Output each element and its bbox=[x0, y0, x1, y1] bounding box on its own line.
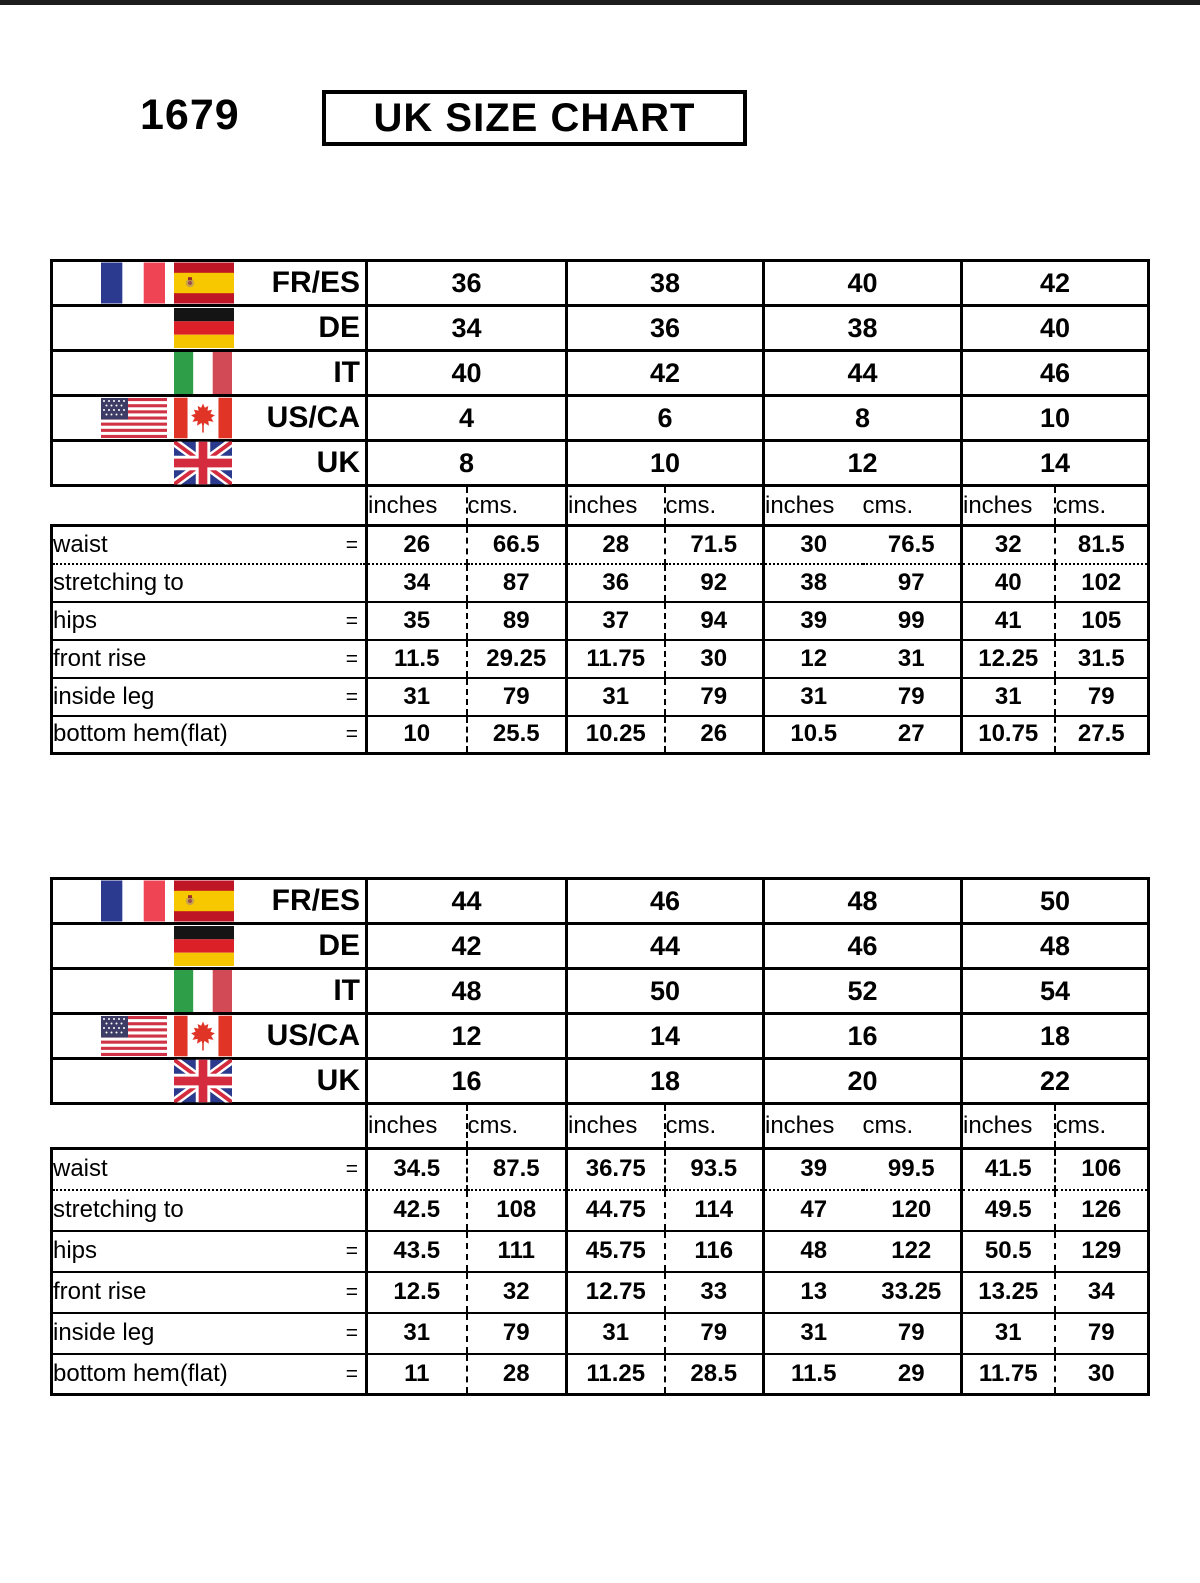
measurement-label-cell bbox=[52, 640, 367, 678]
uk-flag-icon bbox=[174, 442, 232, 485]
value-cms-cell: 33.25 bbox=[863, 1272, 962, 1313]
value-cms-cell: 32 bbox=[467, 1272, 567, 1313]
units-inches-cell: inches bbox=[567, 486, 665, 526]
value-cms-cell: 111 bbox=[467, 1231, 567, 1272]
region-code-label: IT bbox=[333, 974, 360, 1007]
region-code-label: UK bbox=[316, 446, 360, 479]
size-value-cell: 16 bbox=[367, 1059, 567, 1104]
value-inches-cell: 47 bbox=[764, 1190, 863, 1231]
size-header-row bbox=[52, 396, 1149, 441]
measurement-label: stretching to bbox=[53, 568, 184, 596]
measurement-label: bottom hem(flat) bbox=[53, 720, 228, 748]
value-cms-cell: 79 bbox=[467, 678, 567, 716]
size-value-cell: 12 bbox=[367, 1014, 567, 1059]
size-chart-table-large-sizes bbox=[50, 877, 1150, 1396]
region-code-label: IT bbox=[333, 356, 360, 389]
units-inches-cell: inches bbox=[962, 486, 1055, 526]
units-cms-cell: cms. bbox=[665, 486, 764, 526]
country-label-cell bbox=[52, 306, 367, 351]
size-value-cell: 14 bbox=[567, 1014, 764, 1059]
value-inches-cell: 40 bbox=[962, 564, 1055, 602]
value-cms-cell: 28.5 bbox=[665, 1354, 764, 1395]
units-cms-cell: cms. bbox=[1055, 486, 1149, 526]
value-inches-cell: 26 bbox=[367, 526, 467, 564]
value-cms-cell: 99 bbox=[863, 602, 962, 640]
page-title: UK SIZE CHART bbox=[373, 96, 696, 140]
size-value-cell: 4 bbox=[367, 396, 567, 441]
value-inches-cell: 12.5 bbox=[367, 1272, 467, 1313]
measurement-label: front rise bbox=[53, 644, 147, 672]
value-inches-cell: 13 bbox=[764, 1272, 863, 1313]
measurement-label: inside leg bbox=[53, 1319, 155, 1346]
region-code-label: FR/ES bbox=[271, 884, 360, 917]
value-inches-cell: 41.5 bbox=[962, 1149, 1055, 1190]
value-inches-cell: 10 bbox=[367, 716, 467, 754]
size-header-row bbox=[52, 306, 1149, 351]
units-blank-cell bbox=[52, 1104, 367, 1149]
size-value-cell: 10 bbox=[567, 441, 764, 486]
size-value-cell: 50 bbox=[962, 879, 1149, 924]
size-value-cell: 20 bbox=[764, 1059, 962, 1104]
measurement-label: front rise bbox=[53, 1278, 147, 1305]
country-label-cell bbox=[52, 1059, 367, 1104]
region-code-label: US/CA bbox=[266, 401, 360, 434]
size-header-row bbox=[52, 924, 1149, 969]
measurement-label: waist bbox=[53, 530, 108, 558]
value-inches-cell: 10.25 bbox=[567, 716, 665, 754]
size-value-cell: 16 bbox=[764, 1014, 962, 1059]
measurement-row bbox=[52, 1149, 1149, 1190]
value-cms-cell: 129 bbox=[1055, 1231, 1149, 1272]
region-code-label: UK bbox=[316, 1064, 360, 1097]
size-header-row bbox=[52, 261, 1149, 306]
size-value-cell: 8 bbox=[764, 396, 962, 441]
measurement-label-cell bbox=[52, 1354, 367, 1395]
value-cms-cell: 27.5 bbox=[1055, 716, 1149, 754]
value-inches-cell: 12.75 bbox=[567, 1272, 665, 1313]
value-cms-cell: 29.25 bbox=[467, 640, 567, 678]
top-border-line bbox=[0, 0, 1200, 5]
units-cms-cell: cms. bbox=[863, 1104, 962, 1149]
equals-sign: = bbox=[345, 685, 358, 708]
units-row bbox=[52, 486, 1149, 526]
size-value-cell: 40 bbox=[764, 261, 962, 306]
value-inches-cell: 32 bbox=[962, 526, 1055, 564]
value-inches-cell: 31 bbox=[764, 1313, 863, 1354]
value-cms-cell: 97 bbox=[863, 564, 962, 602]
measurement-label-cell bbox=[52, 716, 367, 754]
value-inches-cell: 49.5 bbox=[962, 1190, 1055, 1231]
value-cms-cell: 26 bbox=[665, 716, 764, 754]
value-inches-cell: 31 bbox=[367, 1313, 467, 1354]
value-cms-cell: 122 bbox=[863, 1231, 962, 1272]
measurement-label: hips bbox=[53, 606, 98, 634]
value-cms-cell: 93.5 bbox=[665, 1149, 764, 1190]
measurement-row bbox=[52, 1313, 1149, 1354]
value-cms-cell: 30 bbox=[665, 640, 764, 678]
value-cms-cell: 31.5 bbox=[1055, 640, 1149, 678]
value-inches-cell: 31 bbox=[567, 678, 665, 716]
measurement-row bbox=[52, 1354, 1149, 1395]
size-value-cell: 40 bbox=[962, 306, 1149, 351]
value-cms-cell: 92 bbox=[665, 564, 764, 602]
units-inches-cell: inches bbox=[962, 1104, 1055, 1149]
region-code-label: DE bbox=[318, 311, 360, 344]
size-value-cell: 48 bbox=[764, 879, 962, 924]
country-label-cell bbox=[52, 969, 367, 1014]
size-value-cell: 42 bbox=[367, 924, 567, 969]
country-label-cell bbox=[52, 924, 367, 969]
equals-sign: = bbox=[345, 1239, 358, 1263]
units-inches-cell: inches bbox=[764, 486, 863, 526]
size-chart-table-small-sizes bbox=[50, 259, 1150, 755]
measurement-row bbox=[52, 678, 1149, 716]
size-value-cell: 44 bbox=[367, 879, 567, 924]
value-inches-cell: 10.75 bbox=[962, 716, 1055, 754]
units-row bbox=[52, 1104, 1149, 1149]
size-value-cell: 40 bbox=[367, 351, 567, 396]
value-cms-cell: 102 bbox=[1055, 564, 1149, 602]
size-value-cell: 12 bbox=[764, 441, 962, 486]
size-value-cell: 52 bbox=[764, 969, 962, 1014]
value-cms-cell: 81.5 bbox=[1055, 526, 1149, 564]
units-cms-cell: cms. bbox=[1055, 1104, 1149, 1149]
canada-flag-icon bbox=[174, 397, 232, 439]
value-inches-cell: 34 bbox=[367, 564, 467, 602]
size-value-cell: 44 bbox=[764, 351, 962, 396]
value-inches-cell: 41 bbox=[962, 602, 1055, 640]
units-inches-cell: inches bbox=[367, 486, 467, 526]
units-cms-cell: cms. bbox=[467, 486, 567, 526]
value-cms-cell: 94 bbox=[665, 602, 764, 640]
value-inches-cell: 12 bbox=[764, 640, 863, 678]
value-cms-cell: 33 bbox=[665, 1272, 764, 1313]
size-value-cell: 18 bbox=[962, 1014, 1149, 1059]
size-value-cell: 10 bbox=[962, 396, 1149, 441]
value-inches-cell: 11.25 bbox=[567, 1354, 665, 1395]
value-cms-cell: 87 bbox=[467, 564, 567, 602]
size-value-cell: 34 bbox=[367, 306, 567, 351]
size-value-cell: 38 bbox=[764, 306, 962, 351]
equals-sign: = bbox=[345, 609, 358, 632]
measurement-label: stretching to bbox=[53, 1196, 184, 1223]
value-inches-cell: 44.75 bbox=[567, 1190, 665, 1231]
value-inches-cell: 11.5 bbox=[764, 1354, 863, 1395]
value-cms-cell: 108 bbox=[467, 1190, 567, 1231]
value-inches-cell: 36 bbox=[567, 564, 665, 602]
value-cms-cell: 27 bbox=[863, 716, 962, 754]
size-value-cell: 46 bbox=[764, 924, 962, 969]
size-value-cell: 42 bbox=[962, 261, 1149, 306]
value-inches-cell: 48 bbox=[764, 1231, 863, 1272]
value-inches-cell: 11 bbox=[367, 1354, 467, 1395]
region-code-label: FR/ES bbox=[271, 266, 360, 299]
value-inches-cell: 12.25 bbox=[962, 640, 1055, 678]
measurement-label-cell bbox=[52, 564, 367, 602]
measurement-label: waist bbox=[53, 1155, 108, 1183]
size-value-cell: 54 bbox=[962, 969, 1149, 1014]
size-header-row bbox=[52, 969, 1149, 1014]
measurement-row bbox=[52, 1272, 1149, 1313]
value-cms-cell: 126 bbox=[1055, 1190, 1149, 1231]
units-cms-cell: cms. bbox=[863, 486, 962, 526]
value-inches-cell: 31 bbox=[962, 1313, 1055, 1354]
measurement-row bbox=[52, 564, 1149, 602]
value-cms-cell: 79 bbox=[863, 1313, 962, 1354]
value-cms-cell: 79 bbox=[467, 1313, 567, 1354]
value-inches-cell: 31 bbox=[962, 678, 1055, 716]
equals-sign: = bbox=[345, 1280, 358, 1304]
value-inches-cell: 11.75 bbox=[962, 1354, 1055, 1395]
units-cms-cell: cms. bbox=[467, 1104, 567, 1149]
country-label-cell bbox=[52, 1014, 367, 1059]
spain-flag-icon bbox=[174, 881, 234, 922]
size-header-row bbox=[52, 879, 1149, 924]
measurement-row bbox=[52, 526, 1149, 564]
value-cms-cell: 66.5 bbox=[467, 526, 567, 564]
measurement-row bbox=[52, 1231, 1149, 1272]
country-label-cell bbox=[52, 396, 367, 441]
italy-flag-icon bbox=[174, 970, 232, 1012]
measurement-row bbox=[52, 716, 1149, 754]
size-value-cell: 8 bbox=[367, 441, 567, 486]
value-inches-cell: 28 bbox=[567, 526, 665, 564]
value-cms-cell: 34 bbox=[1055, 1272, 1149, 1313]
country-label-cell bbox=[52, 261, 367, 306]
size-value-cell: 22 bbox=[962, 1059, 1149, 1104]
measurement-label: inside leg bbox=[53, 682, 155, 710]
measurement-label-cell bbox=[52, 678, 367, 716]
value-cms-cell: 30 bbox=[1055, 1354, 1149, 1395]
value-cms-cell: 31 bbox=[863, 640, 962, 678]
usa-flag-icon bbox=[101, 398, 167, 438]
value-inches-cell: 30 bbox=[764, 526, 863, 564]
value-inches-cell: 11.75 bbox=[567, 640, 665, 678]
value-cms-cell: 79 bbox=[1055, 1313, 1149, 1354]
value-inches-cell: 42.5 bbox=[367, 1190, 467, 1231]
value-inches-cell: 10.5 bbox=[764, 716, 863, 754]
size-value-cell: 36 bbox=[367, 261, 567, 306]
equals-sign: = bbox=[345, 647, 358, 670]
measurement-row bbox=[52, 1190, 1149, 1231]
units-cms-cell: cms. bbox=[665, 1104, 764, 1149]
region-code-label: US/CA bbox=[266, 1019, 360, 1052]
size-value-cell: 42 bbox=[567, 351, 764, 396]
value-inches-cell: 45.75 bbox=[567, 1231, 665, 1272]
value-cms-cell: 116 bbox=[665, 1231, 764, 1272]
value-cms-cell: 106 bbox=[1055, 1149, 1149, 1190]
value-cms-cell: 79 bbox=[863, 678, 962, 716]
equals-sign: = bbox=[345, 1157, 358, 1181]
value-inches-cell: 35 bbox=[367, 602, 467, 640]
size-header-row bbox=[52, 441, 1149, 486]
size-value-cell: 46 bbox=[962, 351, 1149, 396]
value-cms-cell: 79 bbox=[665, 1313, 764, 1354]
measurement-label-cell bbox=[52, 1272, 367, 1313]
value-cms-cell: 25.5 bbox=[467, 716, 567, 754]
country-label-cell bbox=[52, 879, 367, 924]
measurement-label-cell bbox=[52, 1190, 367, 1231]
measurement-label: bottom hem(flat) bbox=[53, 1359, 228, 1387]
spain-flag-icon bbox=[174, 263, 234, 304]
value-cms-cell: 89 bbox=[467, 602, 567, 640]
size-value-cell: 38 bbox=[567, 261, 764, 306]
size-value-cell: 18 bbox=[567, 1059, 764, 1104]
size-header-row bbox=[52, 1059, 1149, 1104]
value-inches-cell: 39 bbox=[764, 602, 863, 640]
measurement-row bbox=[52, 602, 1149, 640]
size-value-cell: 48 bbox=[367, 969, 567, 1014]
value-inches-cell: 39 bbox=[764, 1149, 863, 1190]
value-cms-cell: 105 bbox=[1055, 602, 1149, 640]
value-cms-cell: 29 bbox=[863, 1354, 962, 1395]
value-inches-cell: 11.5 bbox=[367, 640, 467, 678]
value-inches-cell: 36.75 bbox=[567, 1149, 665, 1190]
value-inches-cell: 31 bbox=[567, 1313, 665, 1354]
germany-flag-icon bbox=[174, 308, 234, 348]
size-value-cell: 6 bbox=[567, 396, 764, 441]
value-cms-cell: 87.5 bbox=[467, 1149, 567, 1190]
value-cms-cell: 76.5 bbox=[863, 526, 962, 564]
value-inches-cell: 34.5 bbox=[367, 1149, 467, 1190]
measurement-label-cell bbox=[52, 1231, 367, 1272]
value-inches-cell: 50.5 bbox=[962, 1231, 1055, 1272]
equals-sign: = bbox=[345, 533, 358, 557]
value-inches-cell: 31 bbox=[764, 678, 863, 716]
measurement-row bbox=[52, 640, 1149, 678]
value-cms-cell: 28 bbox=[467, 1354, 567, 1395]
france-flag-icon bbox=[101, 263, 165, 304]
value-cms-cell: 120 bbox=[863, 1190, 962, 1231]
units-inches-cell: inches bbox=[764, 1104, 863, 1149]
value-cms-cell: 79 bbox=[1055, 678, 1149, 716]
measurement-label-cell bbox=[52, 1313, 367, 1354]
france-flag-icon bbox=[101, 881, 165, 922]
size-value-cell: 14 bbox=[962, 441, 1149, 486]
size-value-cell: 36 bbox=[567, 306, 764, 351]
size-header-row bbox=[52, 1014, 1149, 1059]
value-inches-cell: 43.5 bbox=[367, 1231, 467, 1272]
region-code-label: DE bbox=[318, 929, 360, 962]
value-inches-cell: 13.25 bbox=[962, 1272, 1055, 1313]
country-label-cell bbox=[52, 441, 367, 486]
measurement-label-cell bbox=[52, 526, 367, 564]
value-inches-cell: 31 bbox=[367, 678, 467, 716]
units-inches-cell: inches bbox=[567, 1104, 665, 1149]
uk-flag-icon bbox=[174, 1060, 232, 1103]
units-blank-cell bbox=[52, 486, 367, 526]
italy-flag-icon bbox=[174, 352, 232, 394]
value-inches-cell: 37 bbox=[567, 602, 665, 640]
value-cms-cell: 71.5 bbox=[665, 526, 764, 564]
size-value-cell: 46 bbox=[567, 879, 764, 924]
style-code: 1679 bbox=[140, 91, 240, 139]
value-inches-cell: 38 bbox=[764, 564, 863, 602]
title-box bbox=[322, 90, 747, 146]
canada-flag-icon bbox=[174, 1015, 232, 1057]
germany-flag-icon bbox=[174, 926, 234, 966]
measurement-label-cell bbox=[52, 602, 367, 640]
size-value-cell: 44 bbox=[567, 924, 764, 969]
measurement-label: hips bbox=[53, 1237, 98, 1264]
value-cms-cell: 79 bbox=[665, 678, 764, 716]
country-label-cell bbox=[52, 351, 367, 396]
size-value-cell: 50 bbox=[567, 969, 764, 1014]
usa-flag-icon bbox=[101, 1016, 167, 1056]
value-cms-cell: 114 bbox=[665, 1190, 764, 1231]
size-value-cell: 48 bbox=[962, 924, 1149, 969]
equals-sign: = bbox=[345, 1362, 358, 1386]
equals-sign: = bbox=[345, 1321, 358, 1345]
size-header-row bbox=[52, 351, 1149, 396]
value-cms-cell: 99.5 bbox=[863, 1149, 962, 1190]
equals-sign: = bbox=[345, 722, 358, 746]
measurement-label-cell bbox=[52, 1149, 367, 1190]
units-inches-cell: inches bbox=[367, 1104, 467, 1149]
